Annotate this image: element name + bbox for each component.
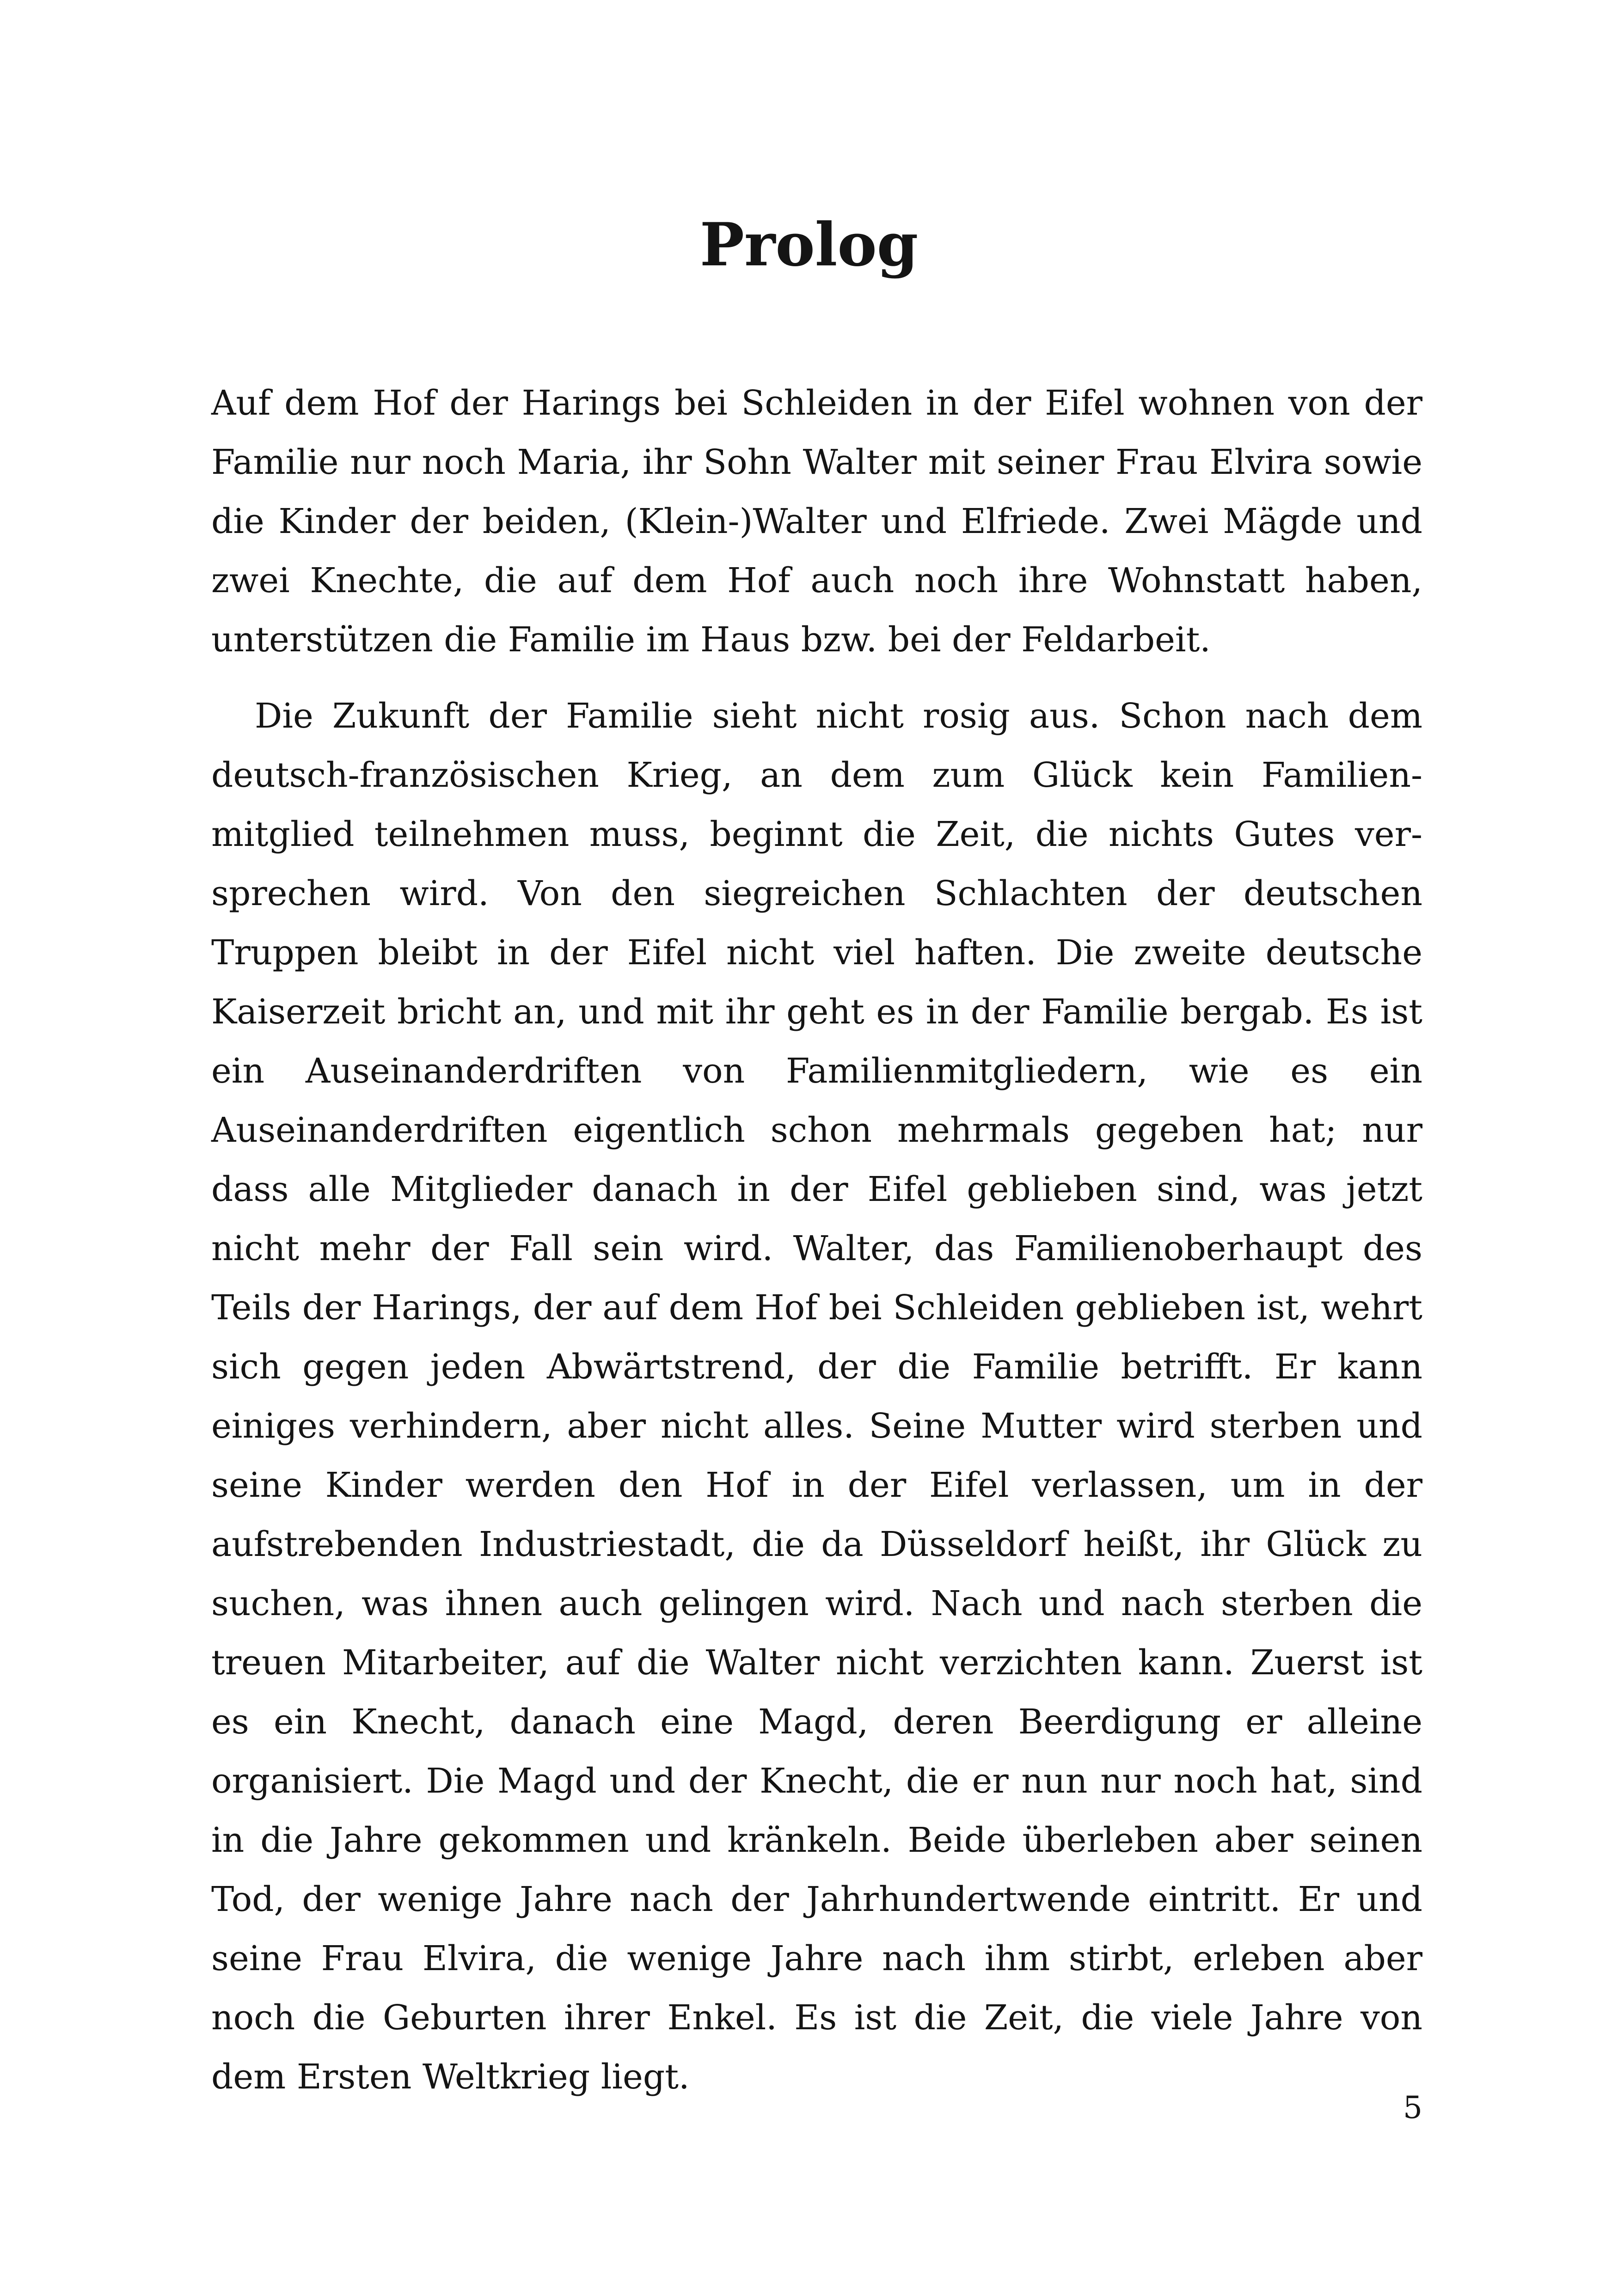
paragraph-1: Auf dem Hof der Harings bei Schleiden in der Eifel wohnen von der Familie nur noch Maria, ihr Sohn Walter mit seiner Frau Elvira sowie die Kinder der beiden, (Klein-)Walter und Elfriede. Zwei Mägde und zwei Knechte, die auf dem Hof auch noch ihre Wohnstatt haben, unterstützen die Familie im Haus bzw. bei der Feldarbeit.: [211, 383, 1422, 660]
paragraph-2: Die Zukunft der Familie sieht nicht rosig aus. Schon nach dem deutsch-französischen Krieg, an dem zum Glück kein Familienmitglied teilnehmen muss, beginnt die Zeit, die nichts Gutes versprechen wird. Von den siegreichen Schlachten der deutschen Truppen bleibt in der Eifel nicht viel haften. Die zweite deutsche Kaiserzeit bricht an, und mit ihr geht es in der Familie bergab. Es ist ein Auseinanderdriften von Familienmitgliedern, wie es ein Auseinanderdriften eigentlich schon mehrmals gegeben hat; nur dass alle Mitglieder danach in der Eifel geblieben sind, was jetzt nicht mehr der Fall sein wird. Walter, das Familienoberhaupt des Teils der Harings, der auf dem Hof bei Schleiden geblieben ist, wehrt sich gegen jeden Abwärtstrend, der die Familie betrifft. Er kann einiges verhindern, aber nicht alles. Seine Mutter wird sterben und seine Kinder werden den Hof in der Eifel verlassen, um in der aufstrebenden Industriestadt, die da Düsseldorf heißt, ihr Glück zu suchen, was ihnen auch gelingen wird. Nach und nach sterben die treuen Mitarbeiter, auf die Walter nicht verzichten kann. Zuerst ist es ein Knecht, danach eine Magd, deren Beerdigung er alleine organisiert. Die Magd und der Knecht, die er nun nur noch hat, sind in die Jahre gekommen und kränkeln. Beide überleben aber seinen Tod, der wenige Jahre nach der Jahrhundertwende eintritt. Er und seine Frau Elvira, die wenige Jahre nach ihm stirbt, erleben aber noch die Geburten ihrer Enkel. Es ist die Zeit, die viele Jahre von dem Ersten Weltkrieg liegt.: [211, 696, 1422, 2097]
chapter-title: Prolog: [699, 210, 919, 280]
body-text: [211, 373, 1422, 2106]
page-number: 5: [1403, 2090, 1422, 2125]
